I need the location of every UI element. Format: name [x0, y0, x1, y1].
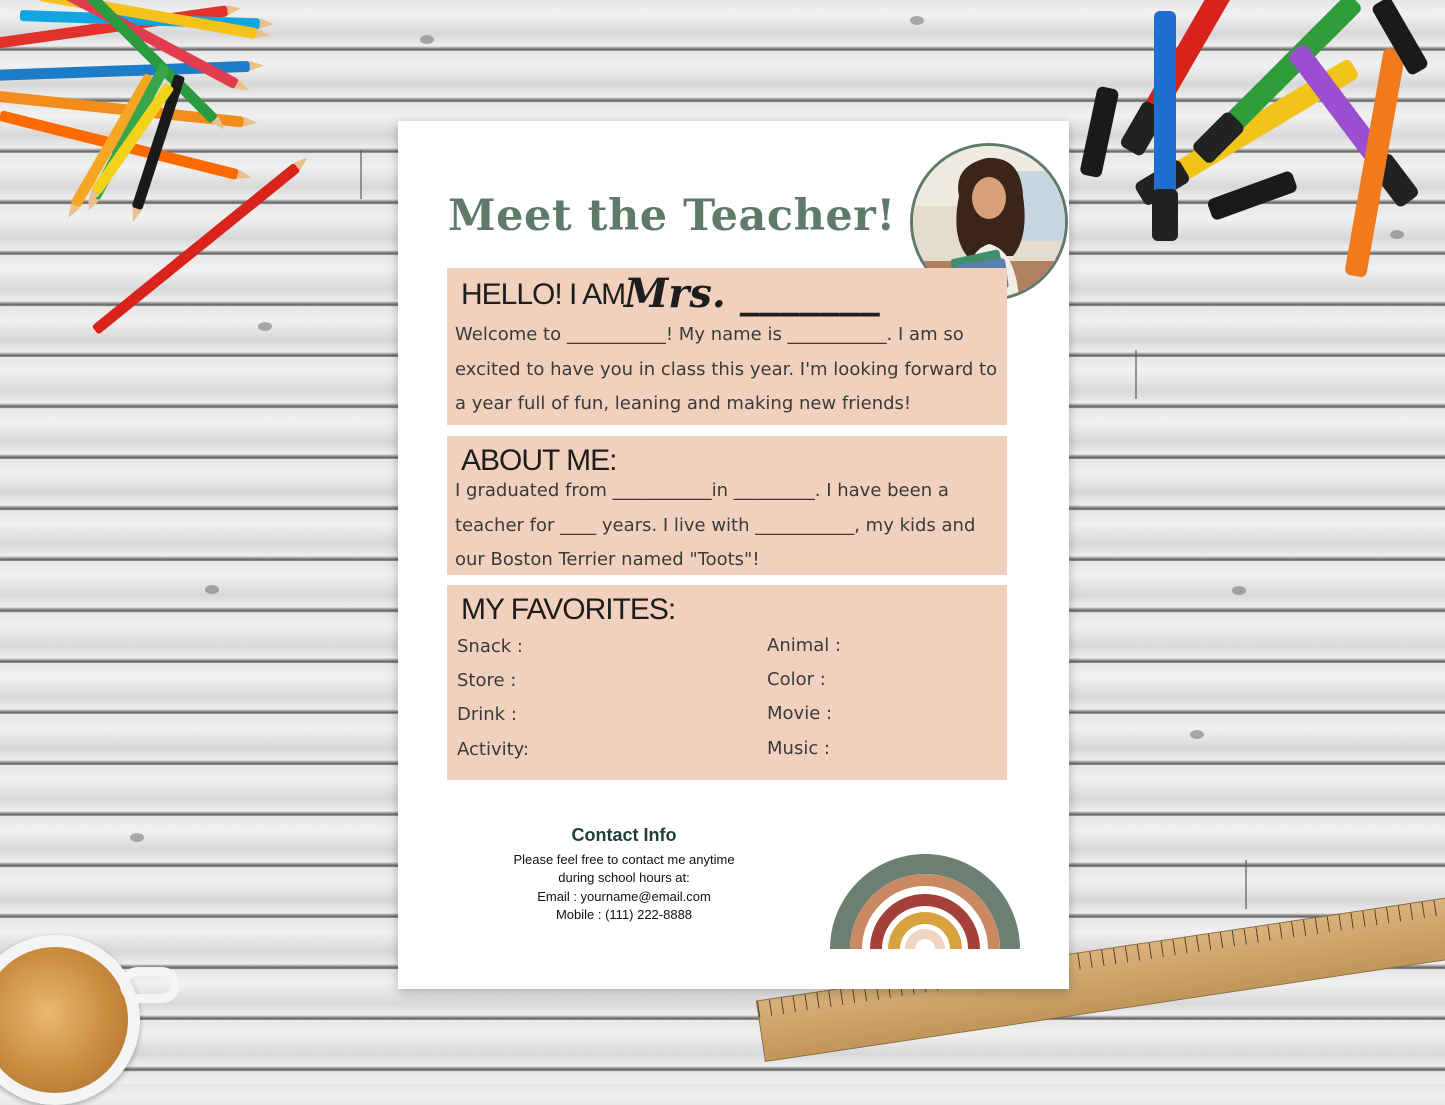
- favorites-heading: MY FAVORITES:: [461, 593, 676, 626]
- favorite-color: Color :: [767, 669, 826, 690]
- favorite-activity: Activity:: [457, 739, 530, 760]
- teacher-name-field: Mrs. _______: [624, 270, 880, 317]
- plank-joint: [1135, 350, 1137, 399]
- coffee-cup: [0, 935, 190, 1095]
- contact-line-1: Please feel free to contact me anytime: [513, 852, 735, 867]
- page-title: Meet the Teacher!: [448, 191, 896, 241]
- worksheet: [398, 121, 1069, 989]
- favorite-animal: Animal :: [767, 635, 842, 656]
- favorite-store: Store :: [457, 670, 517, 691]
- wood-knot: [420, 35, 434, 44]
- wood-knot: [258, 322, 272, 331]
- favorite-movie: Movie :: [767, 703, 833, 724]
- wood-knot: [910, 16, 924, 25]
- markers: [1080, 0, 1445, 300]
- hello-card: [447, 268, 1007, 425]
- plank-joint: [360, 150, 362, 199]
- about-card: [447, 436, 1007, 575]
- wood-knot: [1232, 586, 1246, 595]
- hello-text: Welcome to ___________! My name is ___________. I am so excited to have you in class this year. I'm looking forward to a year full of fun, leaning and making new friends!: [455, 324, 998, 414]
- about-heading: ABOUT ME:: [461, 444, 617, 477]
- about-text: I graduated from ___________in _________. I have been a teacher for ____ years. I live with ___________, my kids and our Boston Terrier named "Toots"!: [455, 480, 976, 570]
- favorites-card: [447, 585, 1007, 780]
- wood-knot: [205, 585, 219, 594]
- contact-mobile: Mobile : (111) 222-8888: [555, 907, 693, 922]
- plank-joint: [1245, 860, 1247, 909]
- contact-line-2: during school hours at:: [558, 870, 690, 885]
- contact-title: Contact Info: [571, 825, 677, 845]
- hello-heading: HELLO! I AM: [461, 278, 626, 311]
- wood-knot: [130, 833, 144, 842]
- rainbow-icon: [828, 791, 1023, 953]
- favorite-drink: Drink :: [457, 704, 517, 725]
- contact-email: Email : yourname@email.com: [537, 889, 711, 904]
- favorite-music: Music :: [767, 738, 830, 759]
- wood-knot: [1190, 730, 1204, 739]
- favorite-snack: Snack :: [457, 636, 523, 657]
